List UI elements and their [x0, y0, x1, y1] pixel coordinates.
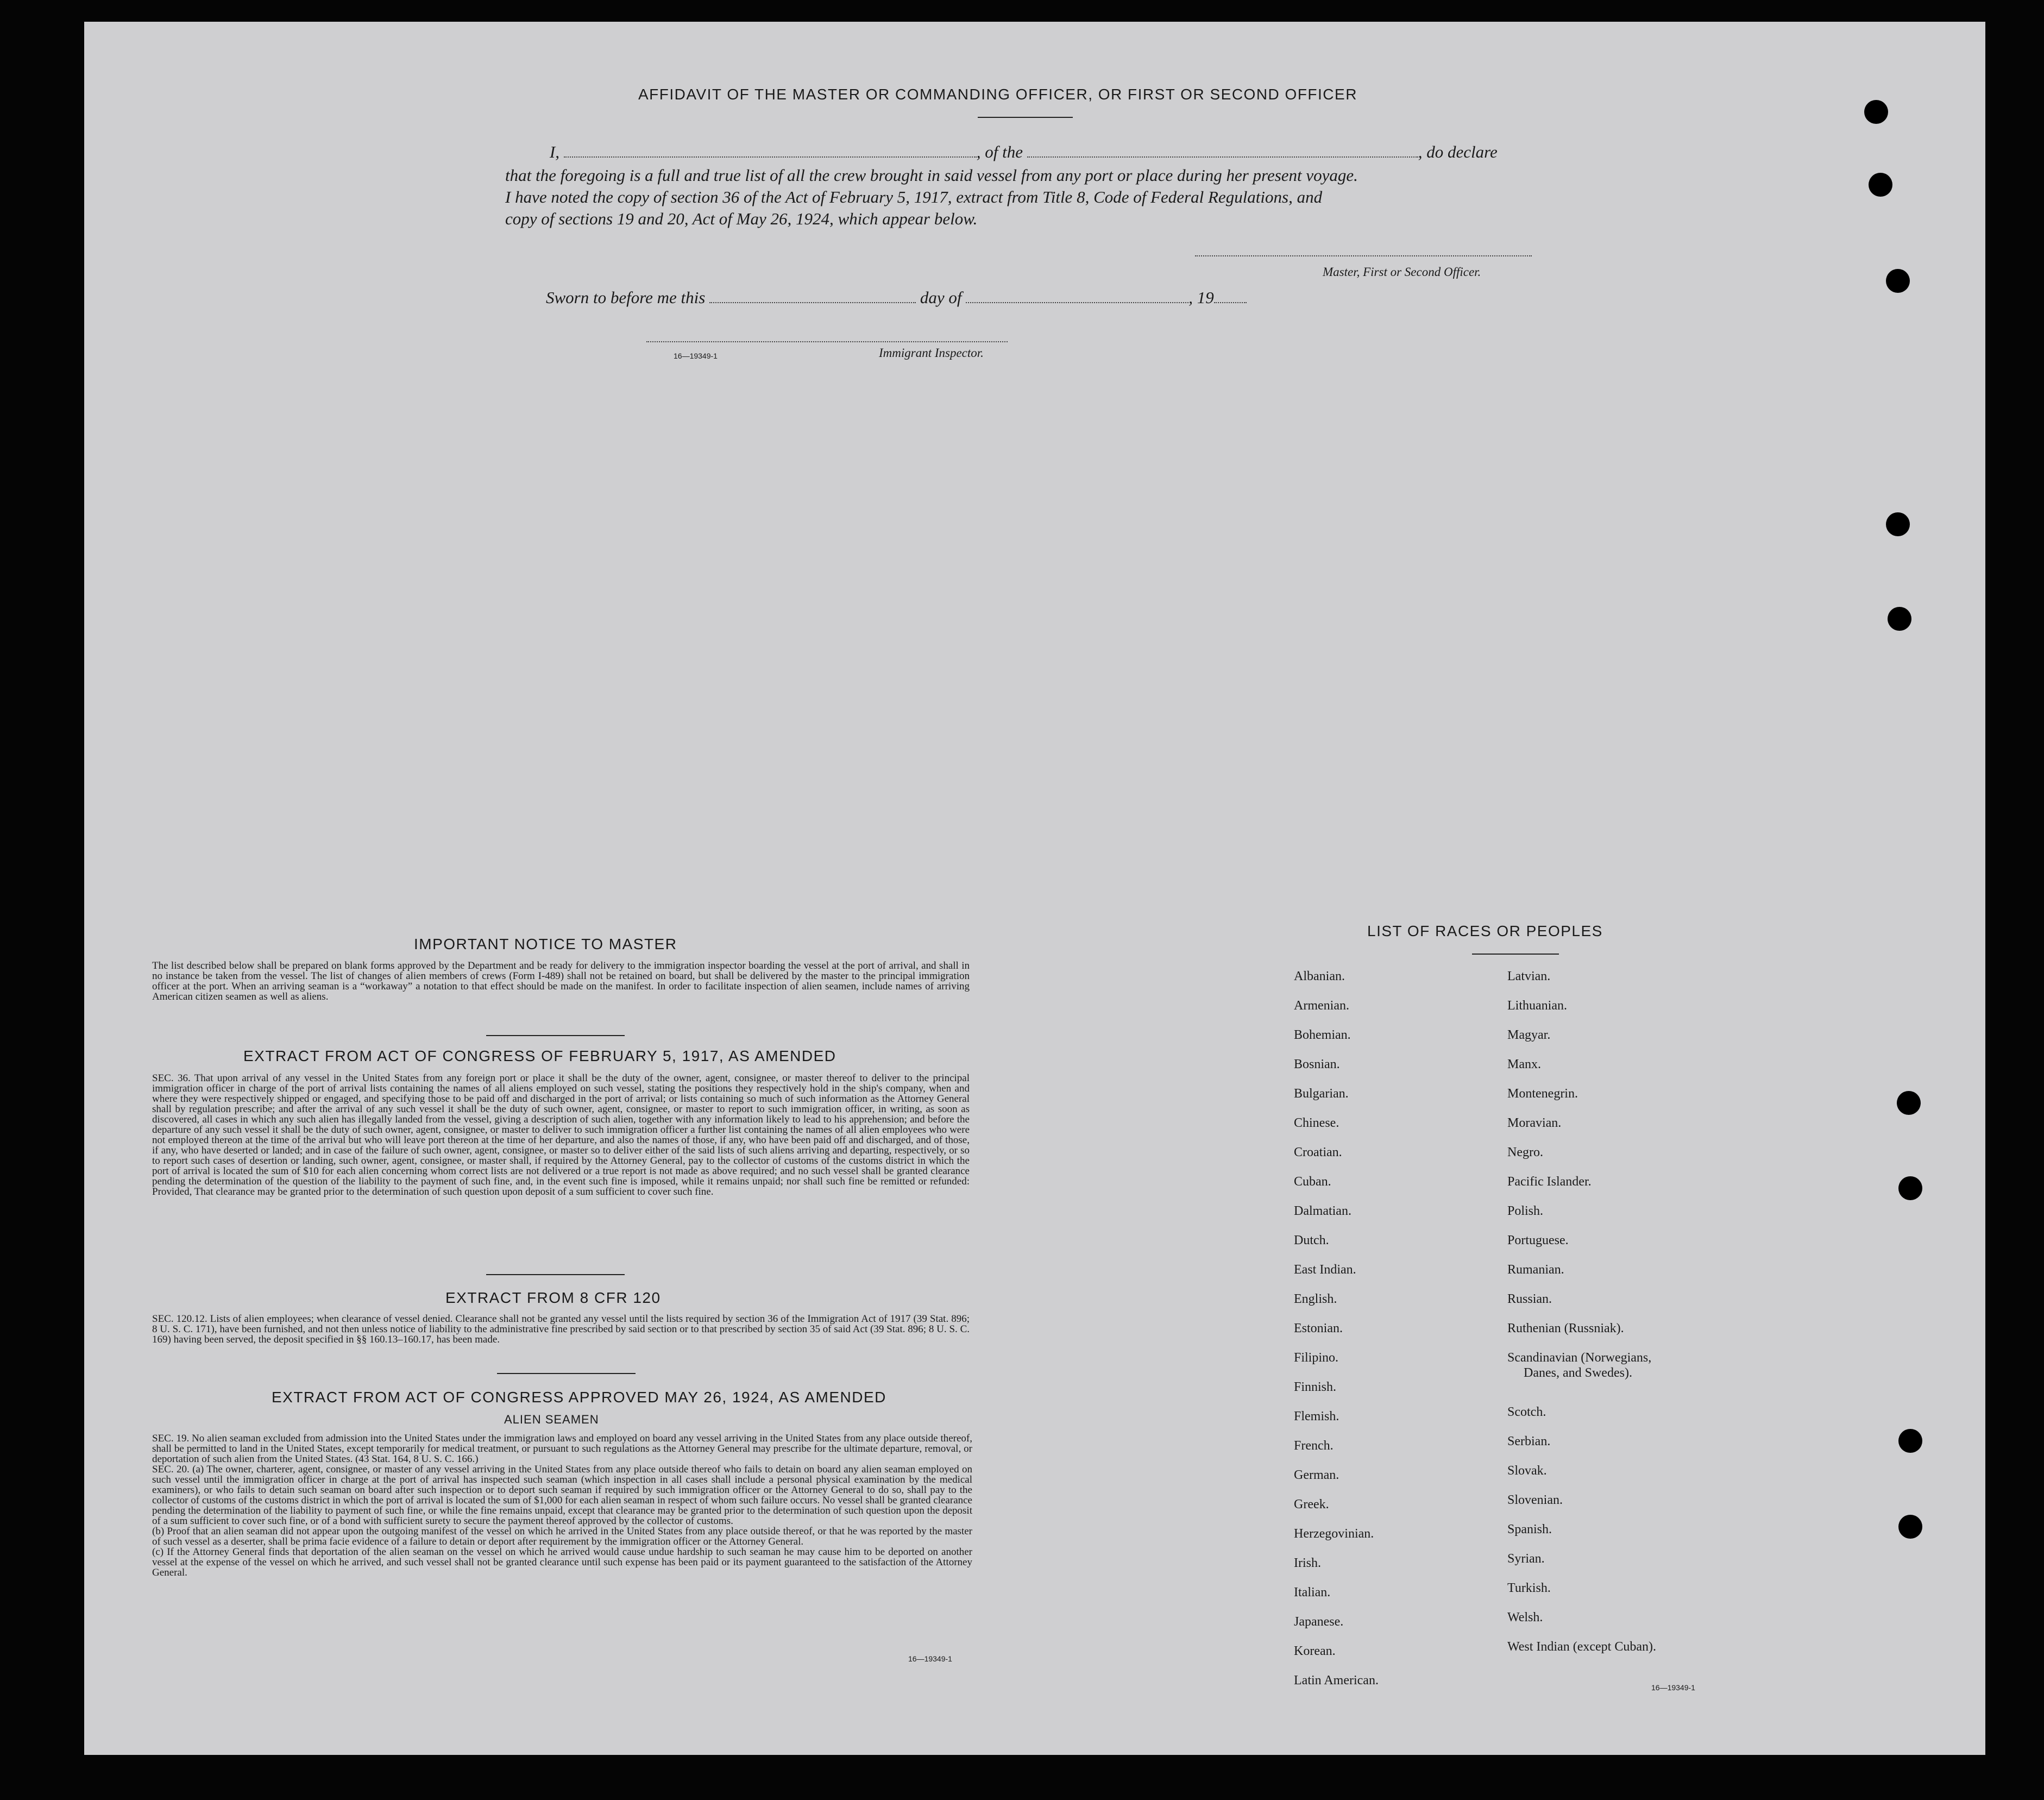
- race-item: Dalmatian.: [1294, 1204, 1351, 1218]
- race-item: Italian.: [1294, 1585, 1331, 1600]
- affidavit-declaration-line: [505, 142, 1537, 162]
- section-20c: (c) If the Attorney General finds that deportation of the alien seaman on the vessel on which he arrived would cause undue hardship to such seaman he may cause him to be deported on another vessel at the expense of the vessel on which he arrived, and such vessel shall not be granted clearance until such expense has been paid or its payment guaranteed to the satisfaction of the Attorney General.: [152, 1546, 972, 1578]
- races-left-column: [1294, 962, 1379, 1695]
- punch-hole: [1869, 173, 1892, 197]
- inspector-signature-line[interactable]: [646, 341, 1008, 342]
- do-declare-label: , do declare: [1418, 142, 1498, 161]
- race-item: Cuban.: [1294, 1175, 1331, 1189]
- race-item: Bosnian.: [1294, 1057, 1340, 1071]
- sworn-label: Sworn to before me this: [546, 288, 706, 307]
- extract-1917-title: EXTRACT FROM ACT OF CONGRESS OF FEBRUARY 5, 1917, AS AMENDED: [243, 1048, 837, 1064]
- name-blank[interactable]: [564, 145, 977, 158]
- race-item: Estonian.: [1294, 1321, 1343, 1335]
- race-item: Croatian.: [1294, 1145, 1342, 1159]
- race-item: Albanian.: [1294, 969, 1345, 983]
- extract-cfr-title: EXTRACT FROM 8 CFR 120: [445, 1289, 661, 1306]
- extract-cfr-text: SEC. 120.12. Lists of alien employees; when clearance of vessel denied. Clearance shall not be granted any vessel until the lists required by section 36 of the Immigration Act of 1917 (39 Stat. 896; 8 U. S. C. 171), have been furnished, and not then unless notice of liability to the administrative fine prescribed by said section or to that prescribed by section 35 of said Act (39 Stat. 896; 8 U. S. C. 169) having been served, the deposit specified in §§ 160.13–160.17, has been made.: [152, 1313, 970, 1345]
- form-number: 16—19349-1: [908, 1654, 952, 1663]
- extract-1924-title: EXTRACT FROM ACT OF CONGRESS APPROVED MAY 26, 1924, AS AMENDED: [272, 1389, 886, 1406]
- race-item: Korean.: [1294, 1644, 1336, 1658]
- race-item: Irish.: [1294, 1556, 1321, 1570]
- signature-line[interactable]: [1195, 255, 1532, 256]
- race-item: Magyar.: [1507, 1028, 1551, 1042]
- section-20a: SEC. 20. (a) The owner, charterer, agent, consignee, or master of any vessel arriving in the United States from any place outside thereof who fails to detain on board any alien seaman employed on such vessel until the immigration officer in charge at the port of arrival has inspected such seaman (which inspection in all cases shall include a personal physical examination by the medical examiners), or who fails to detain such seaman on board after such inspection or to deport such seaman if required by such immigration officer or the Attorney General to do so, shall pay to the collector of customs of the customs district in which the port of arrival is located the sum of $1,000 for each alien seaman in respect of whom such failure occurs. No vessel shall be granted clearance pending the determination of the liability to payment of such fine, or while the fine remains unpaid, except that clearance may be granted prior to the determination of such question upon the deposit of a sum sufficient to cover such fine, or of a bond with sufficient surety to secure the payment thereof approved by the collector of customs.: [152, 1464, 972, 1527]
- inspector-caption: Immigrant Inspector.: [879, 346, 984, 360]
- race-item: Negro.: [1507, 1145, 1543, 1159]
- race-item: Latin American.: [1294, 1673, 1379, 1688]
- form-number: 16—19349-1: [1651, 1683, 1695, 1692]
- race-item: Ruthenian (Russniak).: [1507, 1321, 1624, 1335]
- affidavit-body-line-3: copy of sections 19 and 20, Act of May 26, 1924, which appear below.: [505, 209, 978, 228]
- divider: [978, 117, 1073, 118]
- punch-hole: [1897, 1091, 1921, 1115]
- race-item: Finnish.: [1294, 1380, 1337, 1394]
- punch-hole: [1898, 1515, 1922, 1539]
- i-label: I,: [549, 142, 559, 161]
- race-item: Bohemian.: [1294, 1028, 1351, 1042]
- race-item: Chinese.: [1294, 1116, 1339, 1130]
- section-19: SEC. 19. No alien seaman excluded from admission into the United States under the immigration laws and employed on board any vessel arriving in the United States from any place outside thereof, shall be permitted to land in the United States, except temporarily for medical treatment, or pursuant to such regulations as the Attorney General may prescribe for the ultimate departure, removal, or deportation of such alien from the United States. (43 Stat. 164, 8 U. S. C. 166.): [152, 1433, 972, 1465]
- race-item: Russian.: [1507, 1292, 1552, 1306]
- punch-hole: [1898, 1429, 1922, 1453]
- race-item: Rumanian.: [1507, 1263, 1564, 1277]
- race-item-line: Scandinavian (Norwegians,: [1507, 1351, 1652, 1365]
- race-item: Moravian.: [1507, 1116, 1562, 1130]
- affidavit-body-line-2: I have noted the copy of section 36 of the Act of February 5, 1917, extract from Title 8, Code of Federal Regulations, and: [505, 187, 1323, 206]
- of-the-label: , of the: [976, 142, 1023, 161]
- section-20b: (b) Proof that an alien seaman did not appear upon the outgoing manifest of the vessel on which he arrived in the United States from any place outside thereof, or that he was reported by the master of such vessel as a deserter, shall be prima facie evidence of a failure to detain or deport after requirement by the immigration officer or the Attorney General.: [152, 1526, 972, 1547]
- form-number: 16—19349-1: [674, 352, 718, 360]
- punch-hole: [1886, 269, 1910, 293]
- vessel-blank[interactable]: [1027, 145, 1418, 158]
- race-item: Greek.: [1294, 1497, 1329, 1512]
- race-item-line: Danes, and Swedes).: [1524, 1366, 1632, 1380]
- sworn-month-blank[interactable]: [966, 290, 1188, 303]
- race-item: Polish.: [1507, 1204, 1544, 1218]
- race-item: Spanish.: [1507, 1522, 1552, 1536]
- race-item: Filipino.: [1294, 1351, 1339, 1365]
- race-item: Portuguese.: [1507, 1233, 1569, 1247]
- race-item: Pacific Islander.: [1507, 1175, 1592, 1189]
- race-item: Latvian.: [1507, 969, 1551, 983]
- divider: [486, 1035, 625, 1036]
- race-item: Armenian.: [1294, 999, 1349, 1013]
- race-item: Herzegovinian.: [1294, 1527, 1374, 1541]
- extract-1924-text: [152, 1433, 972, 1578]
- race-item: German.: [1294, 1468, 1339, 1482]
- race-item: Bulgarian.: [1294, 1087, 1349, 1101]
- race-item: Scotch.: [1507, 1405, 1546, 1419]
- signature-caption: Master, First or Second Officer.: [1323, 265, 1481, 279]
- punch-hole: [1864, 100, 1888, 124]
- punch-hole: [1888, 607, 1911, 631]
- divider: [486, 1274, 625, 1275]
- races-title: LIST OF RACES OR PEOPLES: [1367, 923, 1603, 939]
- year-label: , 19: [1188, 288, 1214, 307]
- affidavit-body-line-1: that the foregoing is a full and true list of all the crew brought in said vessel from any port or place during her present voyage.: [505, 166, 1358, 185]
- race-item: Slovenian.: [1507, 1493, 1563, 1507]
- race-item: Welsh.: [1507, 1610, 1543, 1625]
- race-item: English.: [1294, 1292, 1337, 1306]
- race-item: Lithuanian.: [1507, 999, 1567, 1013]
- race-item: Japanese.: [1294, 1615, 1344, 1629]
- race-item: French.: [1294, 1439, 1334, 1453]
- divider: [497, 1373, 636, 1374]
- race-item: Manx.: [1507, 1057, 1541, 1071]
- races-right-column: [1507, 962, 1656, 1661]
- alien-seamen-subtitle: ALIEN SEAMEN: [504, 1413, 599, 1426]
- notice-text: The list described below shall be prepared on blank forms approved by the Department and be ready for delivery to the immigration inspector boarding the vessel at the port of arrival, and shall in no instance be taken from the vessel. The list of changes of alien members of crews (Form I-489) shall not be retained on board, but shall be delivered by the master to the principal immigration officer at the port. When an arriving seaman is a “workaway” a notation to that effect should be made on the manifest. In order to facilitate inspection of alien seamen, include names of arriving American citizen seamen as well as aliens.: [152, 960, 970, 1002]
- race-item: Turkish.: [1507, 1581, 1551, 1595]
- day-of-label: day of: [920, 288, 962, 307]
- extract-1917-text: SEC. 36. That upon arrival of any vessel in the United States from any foreign port or place it shall be the duty of the owner, agent, consignee, or master thereof to deliver to the principal immigration officer in charge of the port of arrival lists containing the names of all aliens employed on such vessel, stating the positions they respectively hold in the ship's company, when and where they were respectively shipped or engaged, and specifying those to be paid off and discharged in the port of arrival; or lists containing so much of such information as the Attorney General shall by regulation prescribe; and after the arrival of any such vessel it shall be the duty of such owner, agent, consignee, or master to report to such immigration officer, in writing, as soon as discovered, all cases in which any such alien has illegally landed from the vessel, giving a description of such alien, together with any information likely to lead to his apprehension; and before the departure of any such vessel it shall be the duty of such owner, agent, consignee, or master to deliver to such immigration officer a further list containing the names of all alien employees who were not employed thereon at the time of the arrival but who will leave port thereon at the time of her departure, and also the names of those, if any, who have been paid off and discharged, and of those, if any, who have deserted or landed; and in case of the failure of such owner, agent, consignee, or master so to deliver either of the said lists of such aliens arriving and departing, respectively, or so to report such cases of desertion or landing, such owner, agent, consignee, or master shall, if required by the Attorney General, pay to the collector of customs of the customs district in which the port of arrival is located the sum of $10 for each alien concerning whom correct lists are not delivered or a true report is not made as above required; and no such vessel shall be granted clearance pending the determination of the question of the liability to the payment of such fine, and, in the event such fine is imposed, while it remains unpaid; nor shall such fine be remitted or refunded: Provided, That clearance may be granted prior to the determination of such question upon deposit of a sum sufficient to cover such fine.: [152, 1073, 970, 1197]
- divider: [1472, 954, 1559, 955]
- race-item: East Indian.: [1294, 1263, 1356, 1277]
- race-item: Syrian.: [1507, 1552, 1545, 1566]
- race-item: [1507, 1343, 1656, 1397]
- race-item: Slovak.: [1507, 1464, 1547, 1478]
- affidavit-title: AFFIDAVIT OF THE MASTER OR COMMANDING OFFICER, OR FIRST OR SECOND OFFICER: [638, 86, 1357, 103]
- race-item: Dutch.: [1294, 1233, 1329, 1247]
- sworn-line: [546, 288, 1247, 308]
- race-item: West Indian (except Cuban).: [1507, 1640, 1656, 1654]
- sworn-year-blank[interactable]: [1214, 290, 1247, 303]
- race-item: Flemish.: [1294, 1409, 1339, 1423]
- notice-title: IMPORTANT NOTICE TO MASTER: [414, 936, 677, 952]
- punch-hole: [1898, 1176, 1922, 1200]
- race-item: Serbian.: [1507, 1434, 1551, 1448]
- punch-hole: [1886, 512, 1910, 536]
- race-item: Montenegrin.: [1507, 1087, 1578, 1101]
- sworn-day-blank[interactable]: [709, 290, 916, 303]
